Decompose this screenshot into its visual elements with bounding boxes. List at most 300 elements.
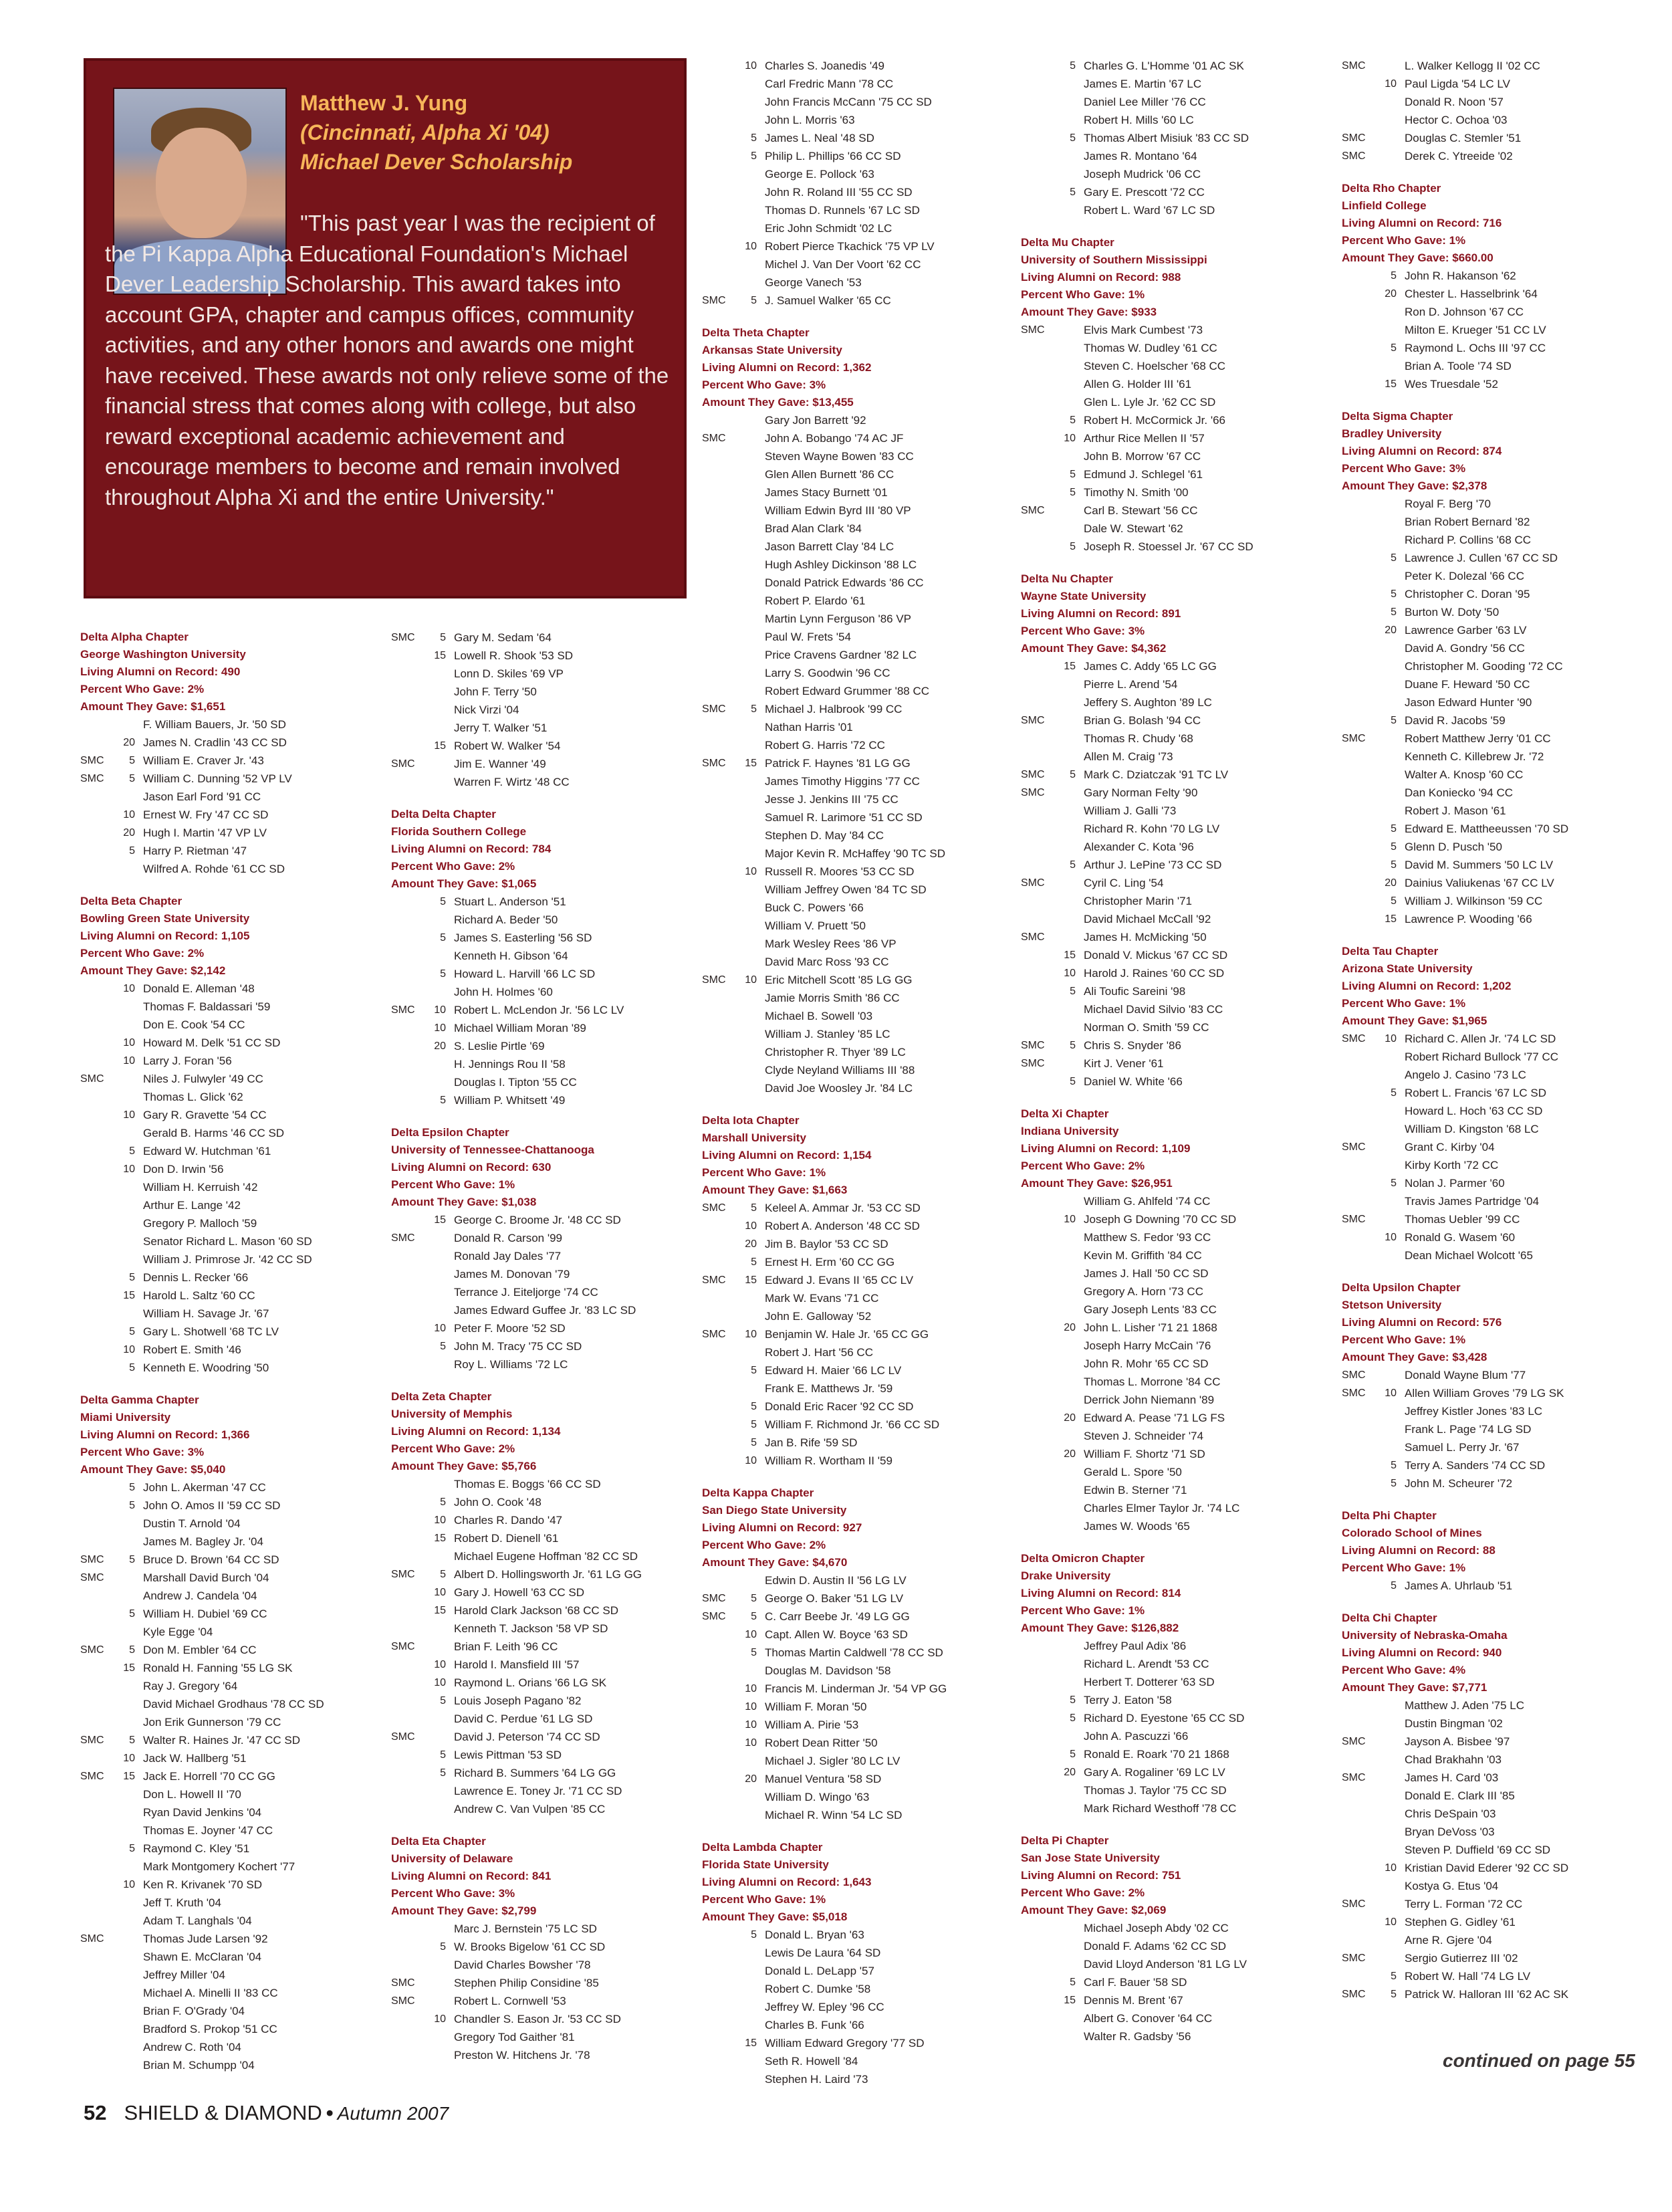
chapter-stat: Living Alumni on Record: 1,643 — [702, 1876, 872, 1888]
donor-name: Jason Barrett Clay '84 LC — [765, 540, 894, 553]
donor-years: 10 — [123, 1055, 135, 1067]
donor-name: Don L. Howell II '70 — [143, 1788, 241, 1801]
donor-society: SMC — [1021, 787, 1045, 798]
donor-row — [702, 219, 1023, 237]
donor-row — [391, 1319, 712, 1337]
donor-row — [702, 989, 1023, 1007]
chapter-stat: Living Alumni on Record: 1,362 — [702, 361, 872, 374]
donor-row — [1021, 766, 1342, 784]
donor-name: Chandler S. Eason Jr. '53 CC SD — [454, 2013, 621, 2025]
donor-row — [702, 1007, 1023, 1025]
donor-name: Jim E. Wanner '49 — [454, 758, 546, 770]
donor-years: 5 — [129, 1362, 135, 1373]
chapter-section — [80, 1392, 401, 2074]
chapter-stat: Percent Who Gave: 3% — [1021, 625, 1145, 637]
donor-row — [1021, 1264, 1342, 1283]
donor-years: 5 — [1391, 1087, 1397, 1099]
donor-row — [80, 1088, 401, 1106]
donor-name: Robert Matthew Jerry '01 CC — [1405, 732, 1551, 745]
donor-row — [80, 2038, 401, 2056]
donor-years: 5 — [129, 1644, 135, 1656]
donor-name: Richard B. Summers '64 LG GG — [454, 1767, 616, 1779]
donor-name: Edwin B. Sterner '71 — [1084, 1484, 1187, 1497]
donor-row — [1021, 1781, 1342, 1799]
donor-row — [391, 1920, 712, 1938]
donor-name: Harry P. Rietman '47 — [143, 845, 247, 857]
donor-name: Robert Richard Bullock '77 CC — [1405, 1050, 1559, 1063]
donor-name: Thomas J. Taylor '75 CC SD — [1084, 1784, 1227, 1797]
donor-name: Gregory A. Horn '73 CC — [1084, 1285, 1203, 1298]
donor-name: James E. Martin '67 LC — [1084, 78, 1202, 90]
donor-name: Clyde Neyland Williams III '88 — [765, 1064, 915, 1077]
donor-column — [1342, 57, 1663, 2003]
chapter-stat: Percent Who Gave: 1% — [1342, 1333, 1466, 1346]
donor-row — [1342, 1084, 1663, 1102]
donor-row — [391, 1710, 712, 1728]
donor-society: SMC — [391, 632, 415, 643]
donor-society: SMC — [1342, 60, 1366, 72]
donor-years: 5 — [1070, 859, 1076, 871]
donor-row — [1342, 856, 1663, 874]
donor-name: Robert L. Francis '67 LC SD — [1405, 1087, 1547, 1099]
donor-name: Donald Patrick Edwards '86 CC — [765, 576, 924, 589]
donor-row — [1342, 1402, 1663, 1420]
chapter-stat: Living Alumni on Record: 988 — [1021, 271, 1181, 284]
donor-row — [1021, 1655, 1342, 1673]
donor-row — [1021, 1499, 1342, 1517]
donor-name: James R. Montano '64 — [1084, 150, 1197, 162]
donor-name: James N. Cradlin '43 CC SD — [143, 736, 287, 749]
donor-years: 5 — [129, 1326, 135, 1337]
donor-row — [1021, 339, 1342, 357]
donor-name: Samuel R. Larimore '51 CC SD — [765, 811, 923, 824]
donor-name: Gerald L. Spore '50 — [1084, 1466, 1182, 1478]
donor-name: Donald R. Carson '99 — [454, 1232, 562, 1244]
donor-years: 5 — [1070, 487, 1076, 498]
donor-name: Norman O. Smith '59 CC — [1084, 1021, 1209, 1034]
donor-row — [1021, 964, 1342, 982]
donor-row — [391, 965, 712, 983]
donor-years: 5 — [1391, 270, 1397, 282]
donor-row — [80, 980, 401, 998]
donor-name: Donald E. Clark III '85 — [1405, 1789, 1515, 1802]
donor-row — [391, 1301, 712, 1319]
donor-row — [1021, 1799, 1342, 1817]
page-number: 52 — [84, 2101, 107, 2124]
chapter-section — [702, 324, 1023, 1097]
donor-years: 5 — [1391, 823, 1397, 835]
donor-name: Buck C. Powers '66 — [765, 901, 864, 914]
donor-row — [702, 1680, 1023, 1698]
chapter-stat: Living Alumni on Record: 1,134 — [391, 1425, 561, 1438]
donor-name: C. Carr Beebe Jr. '49 LG GG — [765, 1610, 910, 1623]
donor-row — [1342, 267, 1663, 285]
donor-years: 5 — [440, 632, 446, 643]
donor-row — [702, 255, 1023, 273]
donor-row — [1342, 1192, 1663, 1210]
scholar-quote: "This past year I was the recipient of the Pi Kappa Alpha Educational Foundation's Michael Dever Leadership Scholarship. This award takes into account GPA, chapter and campus offices, community activities, and any other honors and awards one might have received. These awards not only relieve some of the financial stress that comes along with college, but also reward exceptional academic achievement and encourage members to become and remain involved throughout Alpha Xi and the entire University." — [105, 211, 669, 510]
donor-name: Jason Earl Ford '91 CC — [143, 790, 261, 803]
donor-years: 10 — [1385, 1862, 1397, 1874]
chapter-stat: Percent Who Gave: 2% — [80, 683, 205, 695]
donor-row — [80, 1124, 401, 1142]
donor-name: Jayson A. Bisbee '97 — [1405, 1735, 1510, 1748]
donor-name: Dustin Bingman '02 — [1405, 1717, 1503, 1730]
chapter-stat: Amount They Gave: $5,040 — [80, 1463, 226, 1476]
donor-row — [1342, 1120, 1663, 1138]
donor-row — [80, 1178, 401, 1196]
chapter-section — [1342, 1610, 1663, 2003]
donor-name: Grant C. Kirby '04 — [1405, 1141, 1495, 1153]
donor-row — [1021, 429, 1342, 447]
donor-name: James Timothy Higgins '77 CC — [765, 775, 920, 788]
donor-name: Dustin T. Arnold '04 — [143, 1517, 241, 1530]
donor-years: 5 — [1070, 1712, 1076, 1724]
donor-row — [1021, 1673, 1342, 1691]
donor-name: William P. Whitsett '49 — [454, 1094, 566, 1107]
donor-row — [1021, 147, 1342, 165]
donor-name: Thomas D. Runnels '67 LC SD — [765, 204, 920, 217]
donor-name: Lowell R. Shook '53 SD — [454, 649, 574, 662]
donor-name: David Charles Bowsher '78 — [454, 1959, 591, 1971]
donor-row — [80, 1840, 401, 1858]
donor-name: Derrick John Niemann '89 — [1084, 1394, 1215, 1406]
donor-name: Gary M. Sedam '64 — [454, 631, 552, 644]
donor-name: Chad Brakhahn '03 — [1405, 1753, 1502, 1766]
donor-name: Terry L. Forman '72 CC — [1405, 1898, 1523, 1910]
chapter-name: Delta Mu Chapter — [1021, 236, 1114, 249]
donor-row — [80, 824, 401, 842]
donor-name: Kevin M. Griffith '84 CC — [1084, 1249, 1202, 1262]
chapter-stat: Amount They Gave: $1,065 — [391, 877, 537, 890]
donor-row — [80, 1641, 401, 1659]
donor-row — [391, 1656, 712, 1674]
donor-name: Dennis M. Brent '67 — [1084, 1994, 1183, 2007]
donor-name: Donald Eric Racer '92 CC SD — [765, 1400, 914, 1413]
chapter-stat: Living Alumni on Record: 1,366 — [80, 1428, 250, 1441]
donor-row — [1021, 393, 1342, 411]
chapter-name: Delta Chi Chapter — [1342, 1612, 1437, 1624]
donor-name: Matthew J. Aden '75 LC — [1405, 1699, 1525, 1712]
donor-years: 5 — [751, 295, 757, 306]
donor-row — [1021, 1745, 1342, 1763]
donor-row — [702, 935, 1023, 953]
chapter-stat: Living Alumni on Record: 716 — [1342, 217, 1502, 229]
chapter-stat: Living Alumni on Record: 1,154 — [702, 1149, 872, 1162]
donor-society: SMC — [80, 1771, 104, 1782]
chapter-section — [391, 1124, 712, 1373]
donor-row — [702, 1626, 1023, 1644]
donor-row — [1342, 321, 1663, 339]
donor-name: Brian F. O'Grady '04 — [143, 2005, 245, 2017]
donor-years: 10 — [1064, 968, 1076, 979]
donor-years: 5 — [1070, 1076, 1076, 1087]
donor-years: 5 — [440, 1767, 446, 1779]
scholarship-feature-box — [84, 58, 687, 598]
donor-name: Christopher Marin '71 — [1084, 895, 1192, 907]
chapter-name: Delta Kappa Chapter — [702, 1486, 814, 1499]
donor-row — [391, 1674, 712, 1692]
donor-years: 10 — [745, 1329, 757, 1340]
donor-row — [702, 201, 1023, 219]
chapter-stat: Percent Who Gave: 2% — [391, 860, 515, 873]
donor-years: 20 — [745, 1238, 757, 1250]
donor-row — [1021, 1073, 1342, 1091]
donor-name: Andrew C. Roth '04 — [143, 2041, 241, 2054]
donor-years: 10 — [123, 809, 135, 820]
donor-name: John B. Morrow '67 CC — [1084, 450, 1201, 463]
donor-row — [702, 628, 1023, 646]
donor-name: Ronald G. Wasem '60 — [1405, 1231, 1516, 1244]
donor-name: David R. Jacobs '59 — [1405, 714, 1506, 727]
donor-row — [80, 1695, 401, 1713]
donor-name: Steven J. Schneider '74 — [1084, 1430, 1204, 1442]
donor-years: 10 — [745, 1737, 757, 1749]
donor-row — [391, 1337, 712, 1355]
school-name: University of Delaware — [391, 1852, 513, 1865]
donor-row — [80, 860, 401, 878]
donor-row — [702, 610, 1023, 628]
chapter-stat: Percent Who Gave: 1% — [702, 1893, 826, 1906]
donor-years: 15 — [434, 1605, 446, 1616]
chapter-stat: Percent Who Gave: 2% — [1021, 1886, 1145, 1899]
chapter-stat: Living Alumni on Record: 874 — [1342, 445, 1502, 457]
donor-years: 20 — [1064, 1767, 1076, 1778]
donor-row — [1021, 1973, 1342, 1991]
donor-name: Robert C. Dumke '58 — [765, 1983, 871, 1995]
donor-years: 15 — [434, 1214, 446, 1226]
donor-row — [1021, 538, 1342, 556]
donor-name: Robert E. Smith '46 — [143, 1343, 241, 1356]
donor-years: 5 — [440, 1695, 446, 1706]
chapter-section — [80, 629, 401, 878]
donor-name: Patrick W. Halloran III '62 AC SK — [1405, 1988, 1569, 2001]
donor-row — [80, 1767, 401, 1785]
donor-row — [702, 1806, 1023, 1824]
donor-name: Philip L. Phillips '66 CC SD — [765, 150, 901, 162]
donor-society: SMC — [391, 1232, 415, 1244]
donor-name: Joseph R. Stoessel Jr. '67 CC SD — [1084, 540, 1253, 553]
donor-name: Thomas F. Baldassari '59 — [143, 1000, 271, 1013]
donor-name: Thomas R. Chudy '68 — [1084, 732, 1193, 745]
donor-name: Gary R. Gravette '54 CC — [143, 1109, 267, 1121]
donor-row — [702, 2052, 1023, 2070]
donor-name: Joseph G Downing '70 CC SD — [1084, 1213, 1237, 1226]
donor-row — [702, 1980, 1023, 1998]
donor-years: 15 — [123, 1771, 135, 1782]
donor-name: William J. Stanley '85 LC — [765, 1028, 890, 1040]
donor-name: Gary Norman Felty '90 — [1084, 786, 1198, 799]
donor-name: Michael R. Winn '54 LC SD — [765, 1809, 903, 1821]
chapter-stat: Living Alumni on Record: 630 — [391, 1161, 552, 1174]
donor-row — [1021, 802, 1342, 820]
donor-name: Major Kevin R. McHaffey '90 TC SD — [765, 847, 945, 860]
donor-years: 10 — [434, 1587, 446, 1598]
donor-row — [702, 429, 1023, 447]
donor-years: 10 — [434, 2013, 446, 2025]
donor-row — [80, 1569, 401, 1587]
donor-years: 5 — [1391, 1460, 1397, 1471]
donor-row — [702, 165, 1023, 183]
school-name: University of Tennessee-Chattanooga — [391, 1143, 594, 1156]
donor-name: F. William Bauers, Jr. '50 SD — [143, 718, 286, 731]
donor-row — [80, 1142, 401, 1160]
donor-name: Bradford S. Prokop '51 CC — [143, 2023, 277, 2035]
school-name: Marshall University — [702, 1131, 806, 1144]
donor-name: Dan Koniecko '94 CC — [1405, 786, 1513, 799]
donor-row — [702, 1271, 1023, 1289]
donor-name: John F. Terry '50 — [454, 685, 537, 698]
donor-row — [80, 1731, 401, 1749]
donor-name: Albert D. Hollingsworth Jr. '61 LG GG — [454, 1568, 642, 1581]
donor-row — [80, 1268, 401, 1287]
donor-name: Ryan David Jenkins '04 — [143, 1806, 262, 1819]
donor-name: Lawrence E. Toney Jr. '71 CC SD — [454, 1785, 622, 1797]
chapter-stat: Living Alumni on Record: 1,105 — [80, 929, 250, 942]
donor-name: Thomas Jude Larsen '92 — [143, 1932, 268, 1945]
donor-row — [1021, 1228, 1342, 1246]
donor-row — [1342, 748, 1663, 766]
donor-row — [1342, 129, 1663, 147]
donor-name: William H. Savage Jr. '67 — [143, 1307, 269, 1320]
chapter-section — [1021, 57, 1342, 219]
donor-name: Timothy N. Smith '00 — [1084, 486, 1189, 499]
donor-years: 5 — [1391, 1989, 1397, 2000]
donor-name: Daniel Lee Miller '76 CC — [1084, 96, 1206, 108]
donor-society: SMC — [702, 703, 726, 715]
donor-name: Matthew S. Fedor '93 CC — [1084, 1231, 1211, 1244]
donor-years: 10 — [1385, 1916, 1397, 1928]
donor-name: William Jeffrey Owen '84 TC SD — [765, 883, 927, 896]
donor-years: 5 — [440, 1941, 446, 1953]
donor-row — [80, 1478, 401, 1497]
donor-row — [1021, 1427, 1342, 1445]
donor-row — [1021, 856, 1342, 874]
chapter-stat: Living Alumni on Record: 576 — [1342, 1316, 1502, 1329]
donor-years: 5 — [1070, 1977, 1076, 1988]
issue-date: Autumn 2007 — [337, 2103, 449, 2124]
chapter-stat: Amount They Gave: $5,766 — [391, 1460, 537, 1472]
donor-row — [1021, 502, 1342, 520]
donor-name: Harold L. Saltz '60 CC — [143, 1289, 255, 1302]
donor-row — [1342, 1859, 1663, 1877]
donor-row — [391, 1620, 712, 1638]
donor-name: Travis James Partridge '04 — [1405, 1195, 1540, 1208]
donor-years: 5 — [129, 1145, 135, 1157]
donor-name: John M. Tracy '75 CC SD — [454, 1340, 582, 1353]
donor-row — [391, 629, 712, 647]
donor-society: SMC — [1342, 1214, 1366, 1225]
donor-row — [391, 1565, 712, 1583]
donor-row — [1021, 1463, 1342, 1481]
donor-name: John A. Pascuzzi '66 — [1084, 1730, 1189, 1743]
donor-name: Douglas C. Stemler '51 — [1405, 132, 1522, 144]
donor-row — [702, 899, 1023, 917]
donor-society: SMC — [1021, 505, 1045, 516]
donor-name: David J. Peterson '74 CC SD — [454, 1731, 600, 1743]
donor-row — [391, 1800, 712, 1818]
donor-row — [1342, 621, 1663, 639]
donor-row — [1342, 874, 1663, 892]
donor-years: 5 — [751, 1611, 757, 1622]
chapter-stat: Percent Who Gave: 2% — [702, 1539, 826, 1551]
donor-years: 15 — [1385, 913, 1397, 925]
donor-row — [702, 520, 1023, 538]
donor-row — [391, 1583, 712, 1601]
donor-years: 5 — [129, 1500, 135, 1511]
donor-row — [80, 2020, 401, 2038]
chapter-section — [391, 806, 712, 1109]
donor-row — [1021, 1937, 1342, 1955]
donor-name: William F. Richmond Jr. '66 CC SD — [765, 1418, 940, 1431]
donor-years: 20 — [1385, 288, 1397, 300]
donor-name: John L. Akerman '47 CC — [143, 1481, 266, 1494]
donor-name: Seth R. Howell '84 — [765, 2055, 858, 2068]
chapter-section — [702, 1484, 1023, 1824]
chapter-stat: Percent Who Gave: 2% — [1021, 1159, 1145, 1172]
donor-row — [702, 1416, 1023, 1434]
donor-years: 10 — [434, 1022, 446, 1034]
donor-name: Gary L. Shotwell '68 TC LV — [143, 1325, 279, 1338]
scholar-name: Matthew J. Yung — [300, 91, 468, 115]
donor-years: 15 — [434, 1533, 446, 1544]
donor-row — [1021, 1319, 1342, 1337]
donor-row — [702, 183, 1023, 201]
donor-row — [702, 1307, 1023, 1325]
donor-name: William J. Galli '73 — [1084, 804, 1177, 817]
donor-name: Kirt J. Vener '61 — [1084, 1057, 1164, 1070]
donor-row — [1342, 1438, 1663, 1456]
donor-name: Arthur J. LePine '73 CC SD — [1084, 859, 1222, 871]
donor-name: Nick Virzi '04 — [454, 703, 519, 716]
donor-row — [1342, 820, 1663, 838]
donor-name: William C. Dunning '52 VP LV — [143, 772, 292, 785]
donor-row — [1342, 1228, 1663, 1246]
donor-name: Patrick F. Haynes '81 LG GG — [765, 757, 911, 770]
donor-years: 10 — [434, 1323, 446, 1334]
donor-society: SMC — [1342, 1736, 1366, 1747]
donor-society: SMC — [80, 1933, 104, 1945]
donor-row — [702, 1698, 1023, 1716]
donor-name: Robert L. Ward '67 LC SD — [1084, 204, 1215, 217]
donor-years: 10 — [745, 1683, 757, 1694]
donor-name: Sergio Gutierrez III '02 — [1405, 1952, 1518, 1965]
donor-name: Gregory Tod Gaither '81 — [454, 2031, 575, 2043]
chapter-stat: Amount They Gave: $933 — [1021, 306, 1157, 318]
donor-row — [702, 502, 1023, 520]
donor-row — [1342, 375, 1663, 393]
donor-row — [80, 1323, 401, 1341]
donor-name: Allen G. Holder III '61 — [1084, 378, 1192, 391]
donor-row — [1342, 1577, 1663, 1595]
donor-name: Ken R. Krivanek '70 SD — [143, 1878, 263, 1891]
donor-name: John L. Morris '63 — [765, 114, 855, 126]
donor-society: SMC — [1021, 1058, 1045, 1069]
donor-name: Kirby Korth '72 CC — [1405, 1159, 1499, 1172]
donor-name: Ronald E. Roark '70 21 1868 — [1084, 1748, 1229, 1761]
chapter-stat: Living Alumni on Record: 841 — [391, 1870, 552, 1882]
donor-name: Don E. Cook '54 CC — [143, 1018, 245, 1031]
donor-name: Donald F. Adams '62 CC SD — [1084, 1940, 1227, 1953]
donor-name: Richard R. Kohn '70 LG LV — [1084, 822, 1220, 835]
donor-row — [1342, 657, 1663, 675]
donor-row — [1021, 1036, 1342, 1055]
donor-name: James W. Woods '65 — [1084, 1520, 1190, 1533]
chapter-name: Delta Delta Chapter — [391, 808, 496, 820]
donor-name: Arne R. Gjere '04 — [1405, 1934, 1492, 1947]
donor-column — [702, 57, 1023, 2088]
donor-name: William F. Shortz '71 SD — [1084, 1448, 1205, 1460]
